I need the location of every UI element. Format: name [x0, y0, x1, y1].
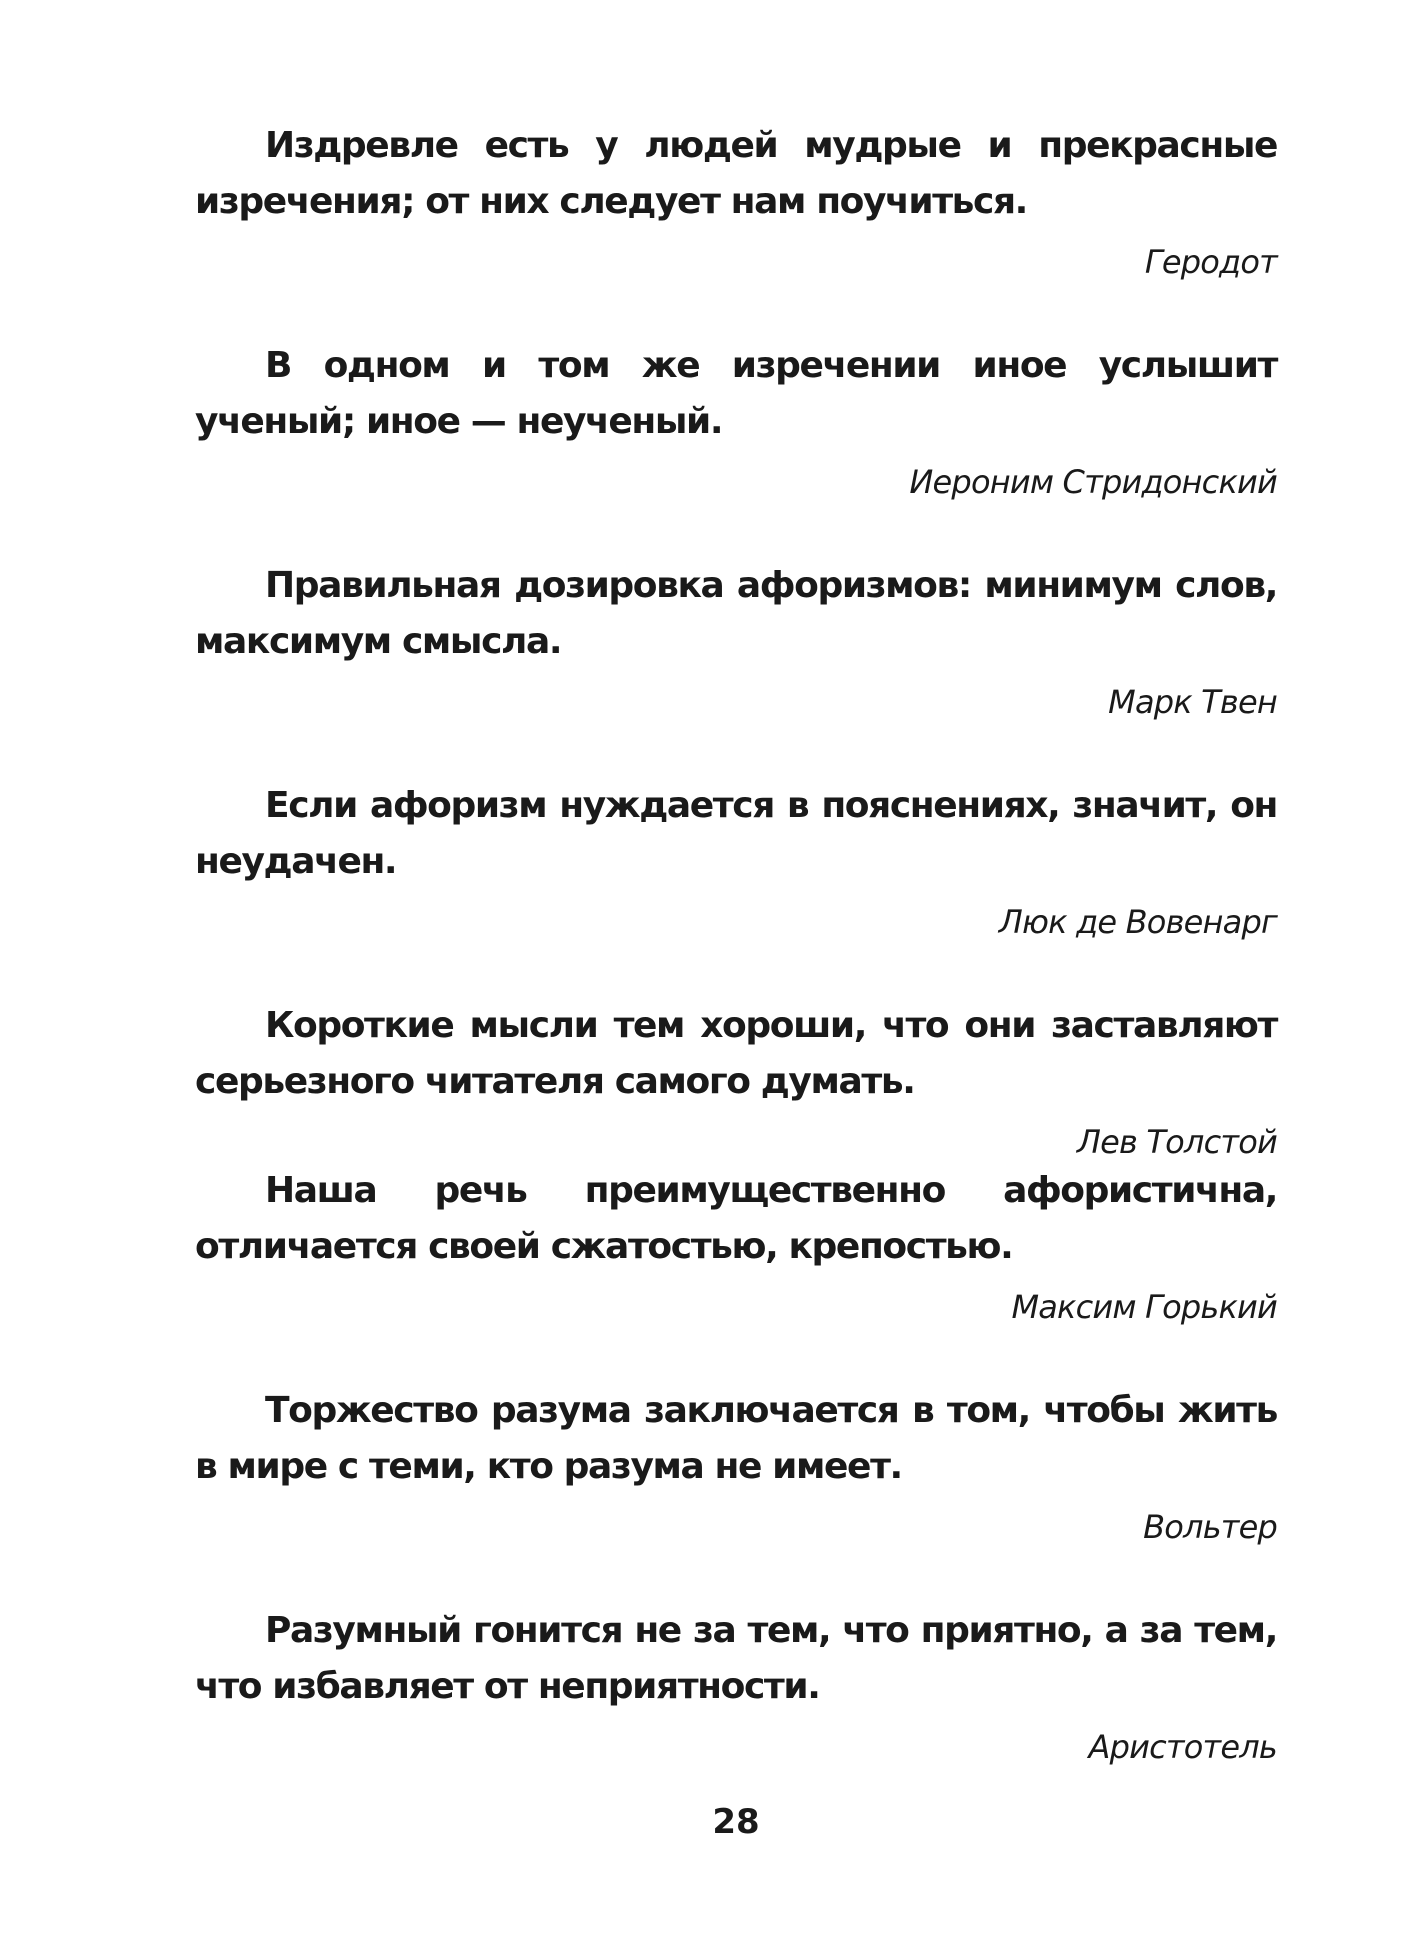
quote-author: Максим Горький: [1011, 1288, 1277, 1326]
quote-text: Если афоризм нуждается в пояснениях, значит, он неудачен.: [195, 785, 1277, 882]
quote-block: [195, 338, 1277, 502]
quote-author: Геродот: [1144, 243, 1277, 281]
quote-block: [195, 1603, 1277, 1767]
quote-author: Марк Твен: [1108, 683, 1277, 721]
quote-block: [195, 1383, 1277, 1547]
quote-block: [195, 778, 1277, 942]
book-page: [195, 0, 1277, 1938]
quote-block: [195, 558, 1277, 722]
quote-author: Аристотель: [1088, 1728, 1277, 1766]
quote-text: Разумный гонится не за тем, что приятно, а за тем, что избавляет от неприятности.: [195, 1610, 1277, 1707]
quote-author: Лев Толстой: [1076, 1123, 1277, 1161]
quote-text: Наша речь преимущественно афористична, отличается своей сжатостью, крепостью.: [195, 1170, 1277, 1267]
quote-author: Люк де Вовенарг: [998, 903, 1277, 941]
quote-author: Иероним Стридонский: [909, 463, 1277, 501]
quote-text: Короткие мысли тем хороши, что они заставляют серьезного читателя самого думать.: [195, 1005, 1277, 1102]
quote-text: Издревле есть у людей мудрые и прекрасные изречения; от них следует нам поучиться.: [195, 125, 1277, 222]
page-number: 28: [712, 1802, 760, 1842]
quote-text: В одном и том же изречении иное услышит ученый; иное — неученый.: [195, 345, 1277, 442]
quote-text: Торжество разума заключается в том, чтобы жить в мире с теми, кто разума не имеет.: [195, 1390, 1277, 1487]
quote-block: [195, 998, 1277, 1162]
quote-block: [195, 1163, 1277, 1327]
quote-author: Вольтер: [1143, 1508, 1277, 1546]
quote-text: Правильная дозировка афоризмов: минимум слов, максимум смысла.: [195, 565, 1277, 662]
quote-block: [195, 118, 1277, 282]
